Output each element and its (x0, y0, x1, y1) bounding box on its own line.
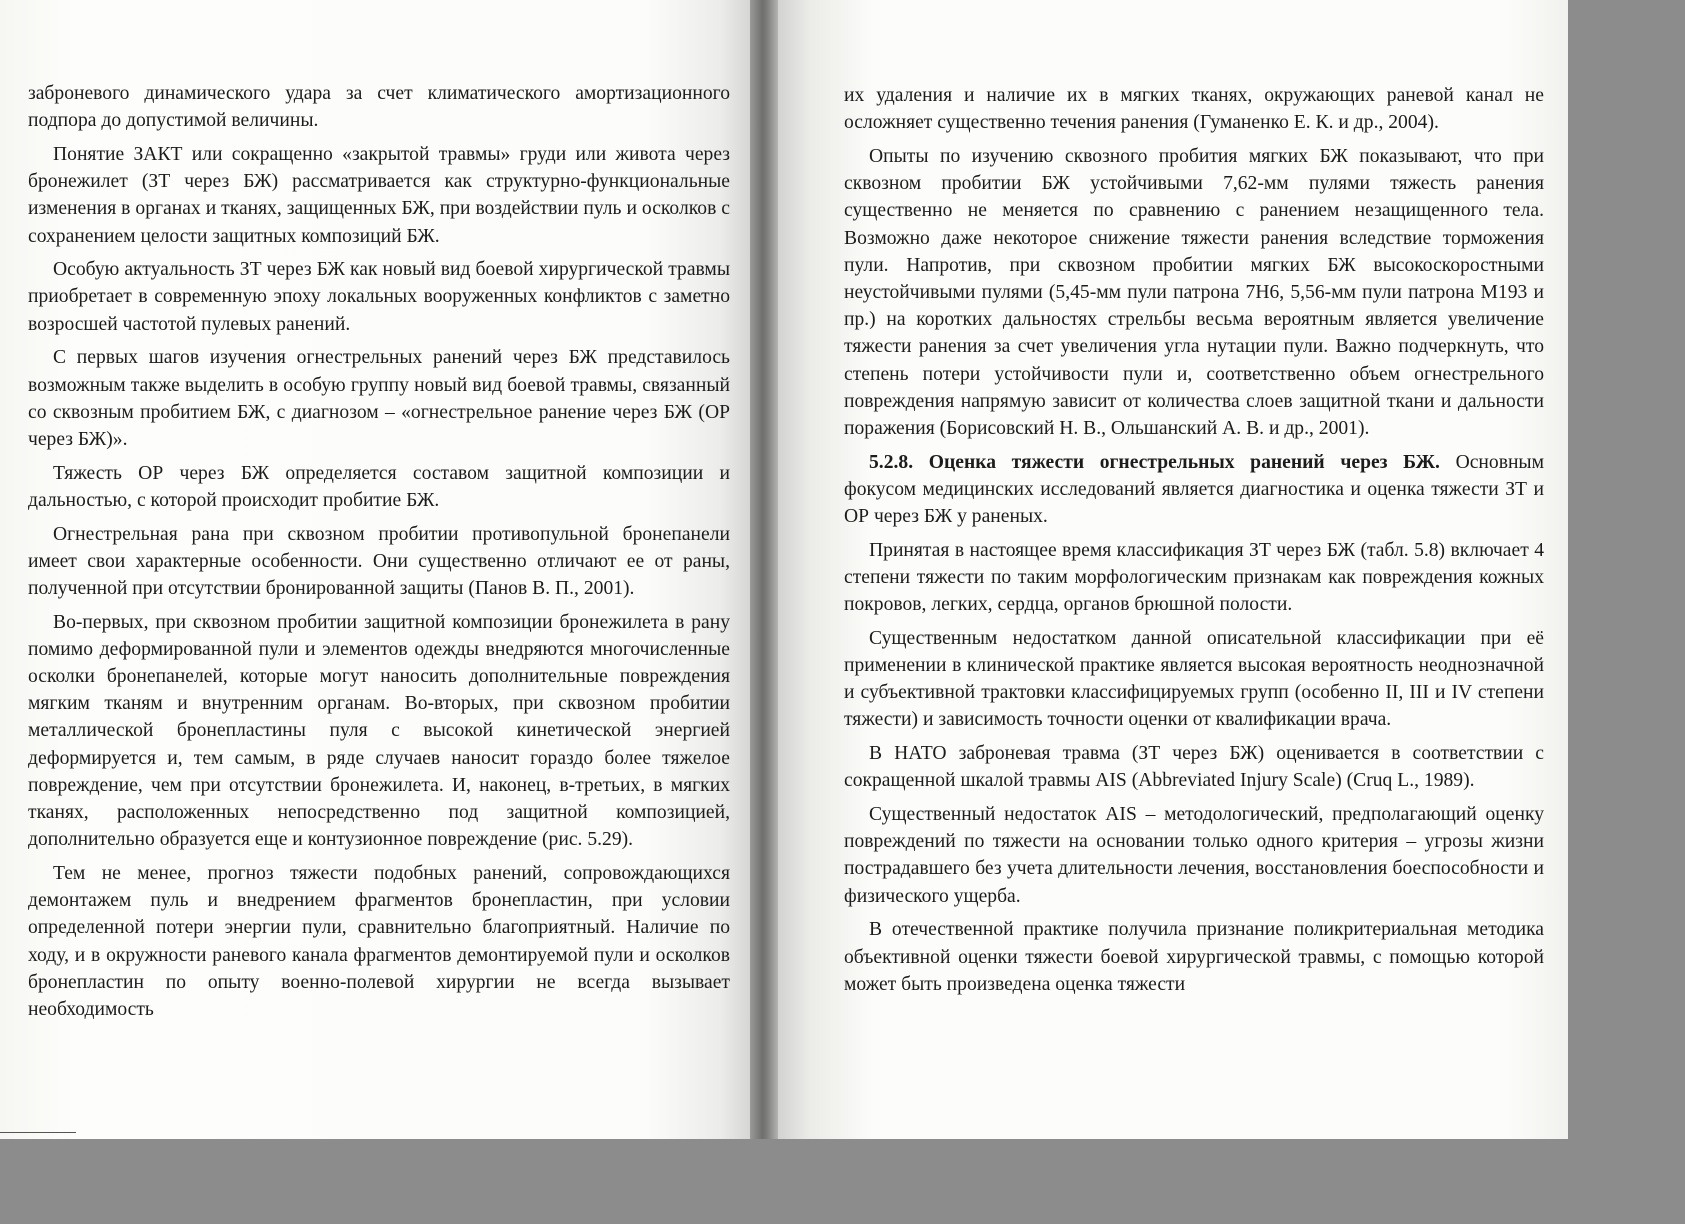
paragraph: Опыты по изучению сквозного пробития мягких БЖ показывают, что при сквозном пробитии БЖ устойчивыми 7,62-мм пулями тяжесть ранения существенно не меняется по сравнению с ранением незащищенного тела. Возможно даже некоторое снижение тяжести ранения вследствие торможения пули. Напротив, при сквозном пробитии мягких БЖ высокоскоростными неустойчивыми пулями (5,45-мм пули патрона 7Н6, 5,56-мм пули патрона М193 и пр.) на коротких дальностях стрельбы весьма вероятным является увеличение тяжести ранения за счет увеличения угла нутации пули. Важно подчеркнуть, что степень потери устойчивости пули и, соответственно объем огнестрельного повреждения напрямую зависит от количества слоев защитной ткани и дальности поражения (Борисовский Н. В., Ольшанский А. В. и др., 2001). (844, 145, 1544, 439)
paragraph: Тем не менее, прогноз тяжести подобных ранений, сопровождающихся демонтажем пуль и внедрением фрагментов бронепластин, при условии определенной потери энергии пули, сравнительно благоприятный. Наличие по ходу, и в окружности раневого канала фрагментов демонтируемой пули и осколков бронепластин по опыту военно-полевой хирургии не всегда вызывает необходимость (28, 862, 730, 1020)
section-paragraph (844, 449, 1544, 531)
paragraph: Существенным недостатком данной описательной классификации при её применении в клинической практике является высокая вероятность неоднозначной и субъективной трактовки классифицируемых групп (особенно II, III и IV степени тяжести) и зависимость точности оценки от квалификации врача. (844, 627, 1544, 731)
corner-rule (0, 1132, 76, 1133)
left-page (0, 0, 750, 1139)
right-page (778, 0, 1568, 1139)
right-page-text (844, 82, 1544, 998)
paragraph: Существенный недостаток AIS – методологический, предполагающий оценку повреждений по тяжести на основании только одного критерия – угрозы жизни пострадавшего без учета длительности лечения, восстановления боеспособности и физического ущерба. (844, 804, 1544, 907)
section-heading: 5.2.8. Оценка тяжести огнестрельных ранений через БЖ. (869, 451, 1440, 473)
paragraph: Особую актуальность ЗТ через БЖ как новый вид боевой хирургической травмы приобретает в современную эпоху локальных вооруженных конфликтов с заметно возросшей частотой пулевых ранений. (28, 259, 730, 335)
paragraph: В НАТО заброневая травма (ЗТ через БЖ) оценивается в соответствии с сокращенной шкалой травмы AIS (Abbreviated Injury Scale) (Cruq L., 1989). (844, 743, 1544, 792)
paragraph: С первых шагов изучения огнестрельных ранений через БЖ представилось возможным также выделить в особую группу новый вид боевой травмы, связанный со сквозным пробитием БЖ, с диагнозом – «огнестрельное ранение через БЖ (ОР через БЖ)». (28, 347, 730, 450)
paragraph: Огнестрельная рана при сквозном пробитии противопульной бронепанели имеет свои характерные особенности. Они существенно отличают ее от раны, полученной при отсутствии бронированной защиты (Панов В. П., 2001). (28, 523, 730, 599)
book-gutter (750, 0, 778, 1139)
paragraph: Тяжесть ОР через БЖ определяется составом защитной композиции и дальностью, с которой происходит пробитие БЖ. (28, 462, 730, 511)
paragraph: Принятая в настоящее время классификация ЗТ через БЖ (табл. 5.8) включает 4 степени тяжести по таким морфологическим признакам как повреждения кожных покровов, легких, сердца, органов брюшной полости. (844, 539, 1544, 616)
paragraph: Понятие ЗАКТ или сокращенно «закрытой травмы» груди или живота через бронежилет (ЗТ через БЖ) рассматривается как структурно-функциональные изменения в органах и тканях, защищенных БЖ, при воздействии пуль и осколков с сохранением целости защитных композиций БЖ. (28, 143, 730, 247)
paragraph: Во-первых, при сквозном пробитии защитной композиции бронежилета в рану помимо деформированной пули и элементов одежды внедряются многочисленные осколки бронепанелей, которые могут наносить дополнительные повреждения мягким тканям и внутренним органам. Во-вторых, при сквозном пробитии металлической бронепластины пуля с высокой кинетической энергией деформируется и, тем самым, в ряде случаев наносит гораздо более тяжелое повреждение, чем при отсутствии бронежилета. И, наконец, в-третьих, в мягких тканях, расположенных непосредственно под защитной композицией, дополнительно образуется еще и контузионное повреждение (рис. 5.29). (28, 611, 730, 851)
left-page-text (28, 80, 730, 1023)
paragraph: заброневого динамического удара за счет климатического амортизационного подпора до допустимой величины. (28, 83, 730, 132)
paragraph: их удаления и наличие их в мягких тканях, окружающих раневой канал не осложняет существенно течения ранения (Гуманенко Е. К. и др., 2004). (844, 85, 1544, 134)
section-heading-continuation: Основным фокусом медицинских исследований является диагностика и оценка тяжести ЗТ и ОР через БЖ у раненых. (844, 451, 1544, 528)
paragraph: В отечественной практике получила признание поликритериальная методика объективной оценки тяжести боевой хирургической травмы, с помощью которой может быть произведена оценка тяжести (844, 919, 1544, 995)
